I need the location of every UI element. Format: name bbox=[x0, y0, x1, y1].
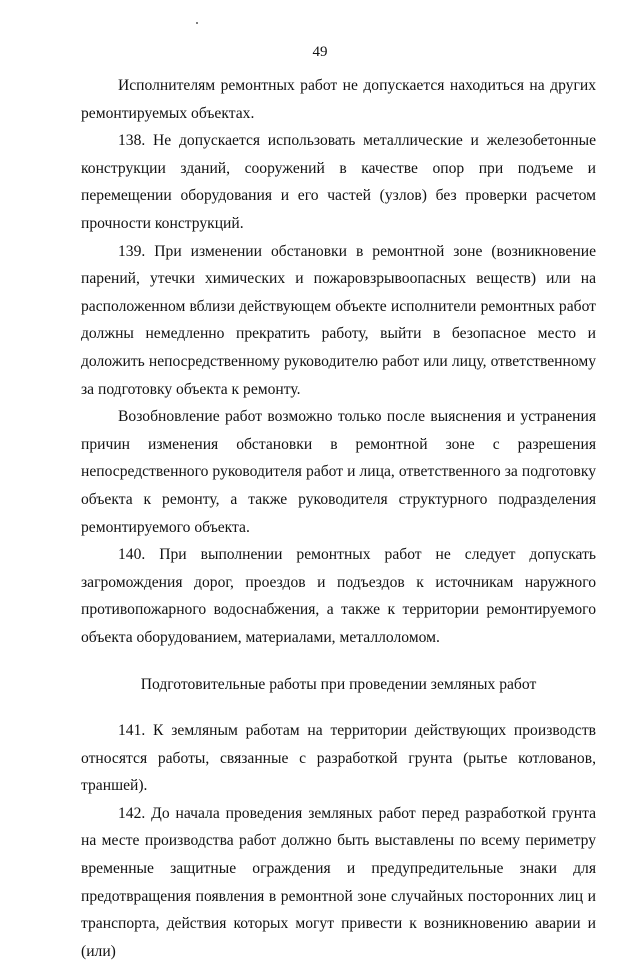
paragraph-continuation: Исполнителям ремонтных работ не допускается находиться на других ремонтируемых объектах. bbox=[81, 77, 596, 122]
paragraph-142: 142. До начала проведения земляных работ перед разработкой грунта на месте производства работ должно быть выставлены по всему периметру временные защитные ограждения и предупредительные знаки для предотвращения появления в ремонтной зоне случайных посторонних лиц и транспорта, действия которых могут привести к возникновению аварии и (или) bbox=[81, 804, 596, 960]
paragraph-138: 138. Не допускается использовать металлические и железобетонные конструкции зданий, сооружений в качестве опор при подъеме и перемещении оборудования и его частей (узлов) без проверки расчетом прочности конструкций. bbox=[81, 132, 596, 232]
paragraph-139-resumption: Возобновление работ возможно только после выяснения и устранения причин изменения обстановки в ремонтной зоне с разрешения непосредственного руководителя работ и лица, ответственного за подготовку объекта к ремонту, а также руководителя структурного подразделения ремонтируемого объекта. bbox=[81, 408, 596, 536]
paragraph-139: 139. При изменении обстановки в ремонтной зоне (возникновение парений, утечки химических и пожаровзрывоопасных веществ) или на расположенном вблизи действующем объекте исполнители ремонтных работ должны немедленно прекратить работу, выйти в безопасное место и доложить непосредственному руководителю работ или лицу, ответственному за подготовку объекта к ремонту. bbox=[81, 242, 596, 398]
page-number: 49 bbox=[312, 44, 328, 60]
section-heading: Подготовительные работы при проведении земляных работ bbox=[140, 676, 537, 694]
document-body bbox=[81, 72, 596, 965]
scan-speck bbox=[196, 22, 198, 24]
paragraph-141: 141. К земляным работам на территории действующих производств относятся работы, связанные с разработкой грунта (рытье котлованов, траншей). bbox=[81, 722, 596, 795]
paragraph-140: 140. При выполнении ремонтных работ не следует допускать загромождения дорог, проездов и подъездов к источникам наружного противопожарного водоснабжения, а также к территории ремонтируемого объекта оборудованием, материалами, металлоломом. bbox=[81, 546, 596, 646]
